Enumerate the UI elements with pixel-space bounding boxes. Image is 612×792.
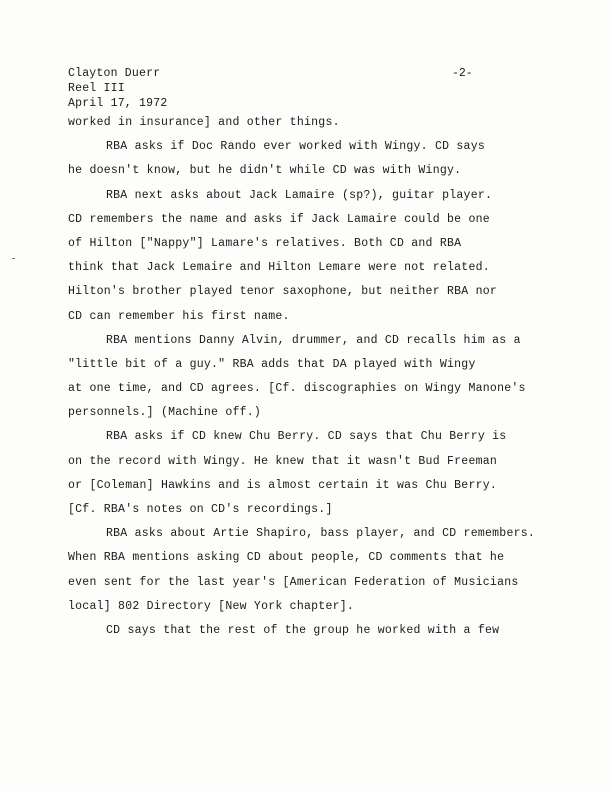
text-line: at one time, and CD agrees. [Cf. discographies on Wingy Manone's (68, 382, 526, 396)
page-number: -2- (452, 67, 473, 80)
document-header (68, 66, 167, 111)
text-line: he doesn't know, but he didn't while CD was with Wingy. (68, 164, 462, 178)
text-line: "little bit of a guy." RBA adds that DA played with Wingy (68, 357, 476, 371)
text-line: local] 802 Directory [New York chapter]. (68, 599, 355, 613)
transcript-body (68, 111, 568, 643)
margin-mark (12, 258, 15, 259)
text-line: CD remembers the name and asks if Jack Lamaire could be one (68, 212, 490, 226)
text-line: RBA mentions Danny Alvin, drummer, and CD recalls him as a (106, 333, 521, 347)
text-line: Hilton's brother played tenor saxophone, but neither RBA nor (68, 285, 498, 299)
text-line: RBA next asks about Jack Lamaire (sp?), guitar player. (106, 188, 493, 202)
text-line: When RBA mentions asking CD about people, CD comments that he (68, 551, 505, 565)
interviewee-name: Clayton Duerr (68, 67, 161, 80)
text-line: personnels.] (Machine off.) (68, 406, 262, 420)
interview-date: April 17, 1972 (68, 97, 168, 110)
text-line: CD says that the rest of the group he worked with a few (106, 623, 500, 637)
text-line: even sent for the last year's [American Federation of Musicians (68, 575, 519, 589)
text-line: [Cf. RBA's notes on CD's recordings.] (68, 503, 333, 516)
text-line: of Hilton ["Nappy"] Lamare's relatives. Both CD and RBA (68, 236, 462, 250)
reel-label: Reel III (68, 82, 125, 95)
text-line: CD can remember his first name. (68, 309, 290, 323)
text-line: worked in insurance] and other things. (68, 116, 340, 129)
text-line: RBA asks if CD knew Chu Berry. CD says that Chu Berry is (106, 430, 507, 444)
text-line: RBA asks if Doc Rando ever worked with Wingy. CD says (106, 140, 486, 154)
text-line: think that Jack Lemaire and Hilton Lemare were not related. (68, 261, 490, 275)
text-line: on the record with Wingy. He knew that it wasn't Bud Freeman (68, 454, 498, 468)
text-line: or [Coleman] Hawkins and is almost certain it was Chu Berry. (68, 478, 498, 492)
text-line: RBA asks about Artie Shapiro, bass player, and CD remembers. (106, 527, 536, 541)
